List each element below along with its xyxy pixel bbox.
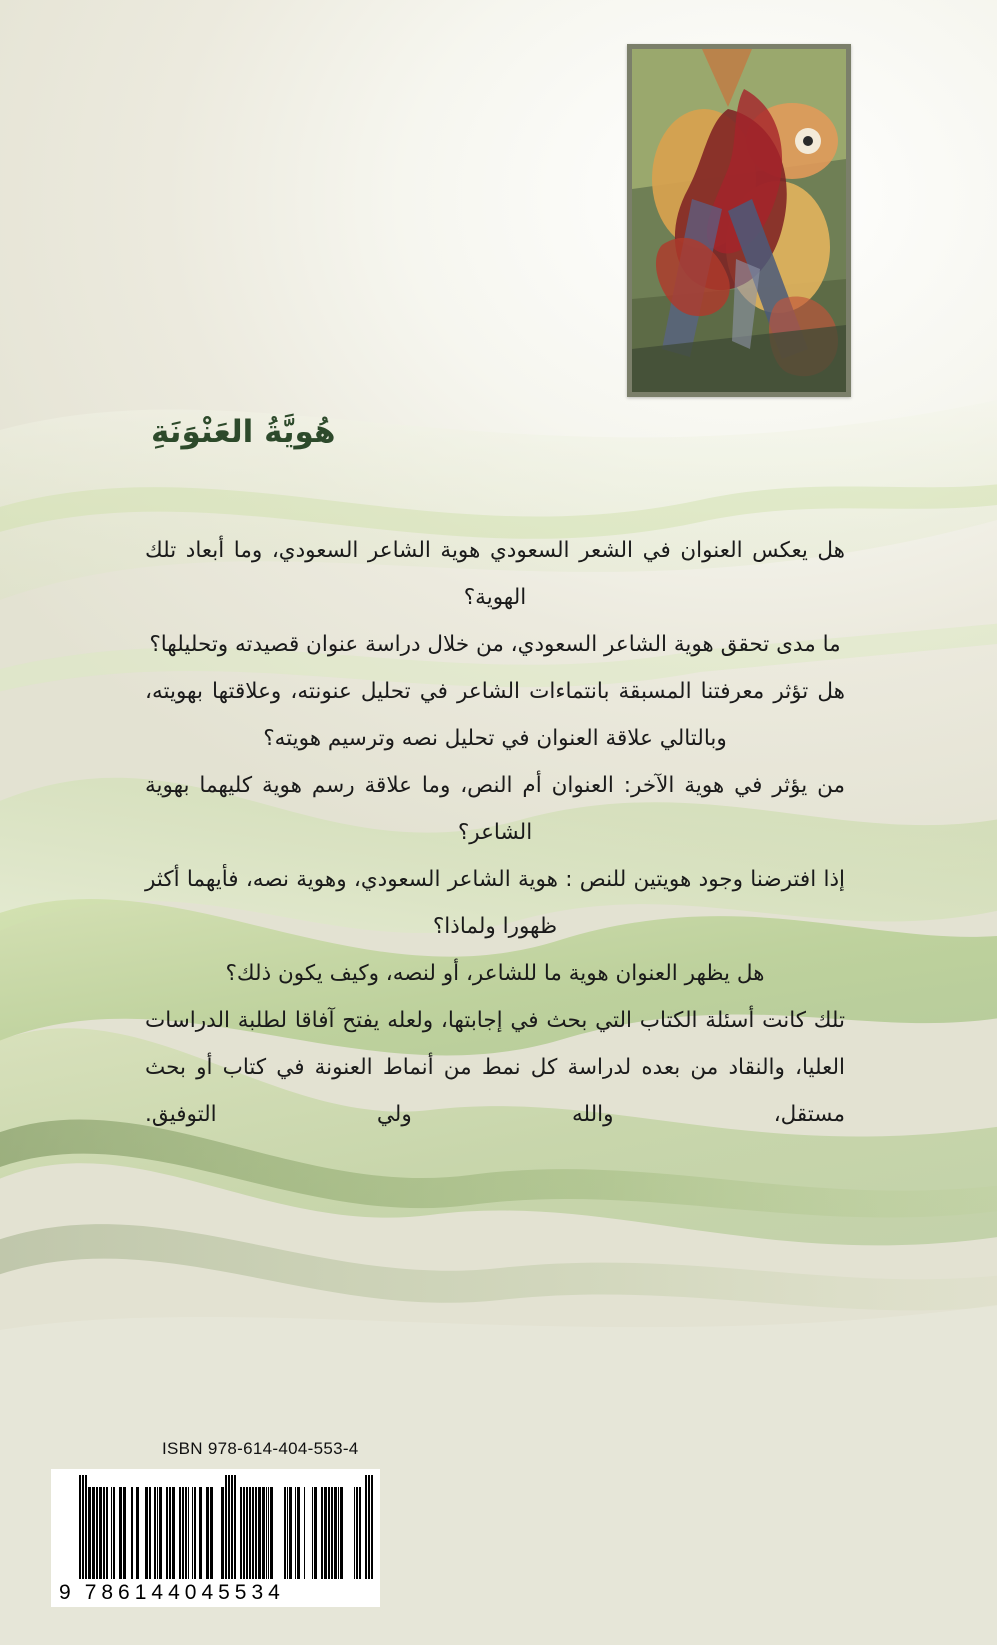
blurb-paragraph: هل تؤثر معرفتنا المسبقة بانتماءات الشاعر في تحليل عنونته، وعلاقتها بهويته، وبالتالي علاقة العنوان في تحليل نصه وترسيم هويته؟ <box>145 679 845 751</box>
blurb-paragraph: من يؤثر في هوية الآخر: العنوان أم النص، وما علاقة رسم هوية كليهما بهوية الشاعر؟ <box>145 773 845 845</box>
isbn-label: ISBN 978-614-404-553-4 <box>162 1439 359 1458</box>
book-title <box>151 414 851 450</box>
book-title-text: هُويَّةُ العَنْوَنَةِ <box>151 414 336 450</box>
barcode-bars <box>79 1475 374 1579</box>
blurb-paragraph: ما مدى تحقق هوية الشاعر السعودي، من خلال دراسة عنوان قصيدته وتحليلها؟ <box>149 632 841 657</box>
blurb-paragraph: هل يظهر العنوان هوية ما للشاعر، أو لنصه، وكيف يكون ذلك؟ <box>225 961 765 986</box>
barcode-block <box>59 1439 380 1607</box>
back-cover-blurb <box>145 527 845 1138</box>
barcode-image <box>51 1469 380 1607</box>
barcode-digits-right: 045534 <box>184 1581 285 1604</box>
blurb-paragraph: إذا افترضنا وجود هويتين للنص : هوية الشاعر السعودي، وهوية نصه، فأيهما أكثر ظهورا ولماذا؟ <box>145 867 845 939</box>
barcode-digit-lead: 9 <box>59 1581 76 1604</box>
cover-artwork-image <box>632 49 846 392</box>
blurb-paragraph: هل يعكس العنوان في الشعر السعودي هوية الشاعر السعودي، وما أبعاد تلك الهوية؟ <box>145 538 845 610</box>
cover-artwork-frame <box>627 44 851 397</box>
barcode-digits-left: 786144 <box>84 1581 185 1604</box>
blurb-paragraph: تلك كانت أسئلة الكتاب التي بحث في إجابتها، ولعله يفتح آفاقا لطلبة الدراسات العليا، والنقاد من بعده لدراسة كل نمط من أنماط العنونة في كتاب أو بحث مستقل، والله ولي التوفيق. <box>145 1008 845 1127</box>
barcode-digits <box>59 1581 374 1605</box>
